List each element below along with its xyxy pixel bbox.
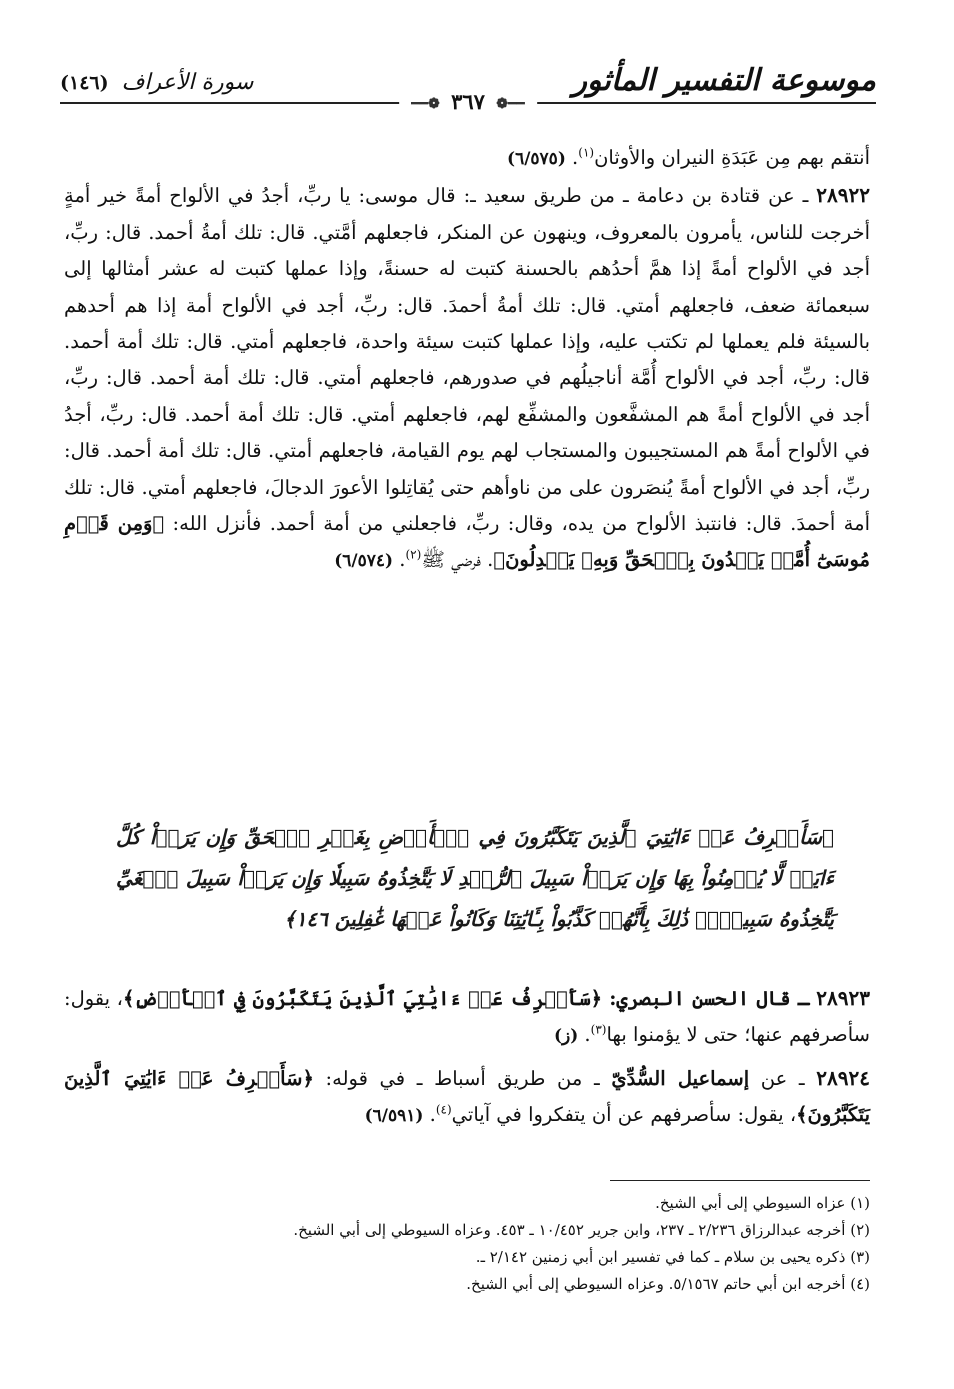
narrator: إسماعيل السُّدِّيّ xyxy=(611,1067,750,1090)
running-header xyxy=(60,62,876,124)
footnote-marker[interactable]: (١) xyxy=(578,145,595,160)
intro-text: أنتقم بهم مِن عَبَدَةِ النيران والأوثان xyxy=(594,146,870,169)
hadith-number: ٢٨٩٢٤ xyxy=(816,1066,870,1090)
hadith-chain: ـ من طريق أسباط ـ في قوله: xyxy=(313,1067,612,1090)
main-content xyxy=(64,140,870,580)
quran-quote: ﴿سَأَصۡرِفُ عَنۡ ءَايَٰتِيَ ٱلَّذِينَ يَتَكَبَّرُونَ فِي ٱلۡأَرۡضِ﴾ xyxy=(122,987,603,1010)
footnote-3: (٣) ذكره يحيى بن سلام ـ كما في تفسير ابن أبي زمنين ٢/١٤٢ ـ. xyxy=(475,1248,870,1266)
footnote-marker[interactable]: (٢) xyxy=(405,547,422,562)
ornament-icon: ━━❁ xyxy=(496,95,525,112)
source-reference: (٦/٥٧٥) xyxy=(507,149,566,169)
lower-content xyxy=(64,980,870,1140)
hadith-tail: . فرضي ﷺ xyxy=(421,548,494,572)
footnote-marker[interactable]: (٤) xyxy=(435,1102,452,1117)
footnote-4: (٤) أخرجه ابن أبي حاتم ٥/١٥٦٧. وعزاه السيوطي إلى أبي الشيخ. xyxy=(466,1275,870,1293)
surah-heading xyxy=(60,68,253,98)
separator: . xyxy=(423,1103,436,1126)
source-reference: (٦/٥٧٤) xyxy=(334,551,394,572)
hadith-number: ٢٨٩٢٢ xyxy=(816,183,870,208)
page-number: ٣٦٧ xyxy=(451,89,485,114)
ornament-icon: ❁━━ xyxy=(411,95,440,112)
footnote-divider xyxy=(610,1180,870,1181)
hadith-28922 xyxy=(64,177,870,579)
narrator: ـ قال الحسن البصري: xyxy=(602,987,817,1010)
surah-number: (١٤٦) xyxy=(60,72,109,94)
footnote-1: (١) عزاه السيوطي إلى أبي الشيخ. xyxy=(655,1194,870,1212)
surah-name: سورة الأعراف xyxy=(121,70,254,95)
footnote-2: (٢) أخرجه عبدالرزاق ٢/٢٣٦ ـ ٢٣٧، وابن جرير ١٠/٤٥٢ ـ ٤٥٣. وعزاه السيوطي إلى أبي الشيخ. xyxy=(293,1221,870,1239)
intro-paragraph xyxy=(64,140,870,177)
hadith-text: ، يقول: سأصرفهم عنها؛ حتى لا يؤمنوا بها xyxy=(64,987,870,1046)
separator: . xyxy=(393,548,406,572)
separator: . xyxy=(578,1023,591,1046)
footnote-marker[interactable]: (٣) xyxy=(590,1022,607,1037)
source-reference: (٦/٥٩١) xyxy=(364,1106,424,1126)
hadith-text: ، يقول: سأصرفهم عن أن يتفكروا في آياتي xyxy=(451,1103,797,1126)
hadith-28924 xyxy=(64,1060,870,1134)
hadith-number: ٢٨٩٢٣ xyxy=(816,986,870,1010)
quran-quote: ﴿وَمِن قَوۡمِ مُوسَىٰٓ أُمَّةٞ يَهۡدُونَ بِٱلۡحَقِّ وَبِهِۦ يَعۡدِلُونَ﴾ xyxy=(64,512,870,572)
quran-quote: ﴿سَأَصۡرِفُ عَنۡ ءَايَٰتِيَ ٱلَّذِينَ يَتَكَبَّرُونَ﴾ xyxy=(64,1067,870,1126)
footnotes xyxy=(64,1190,870,1298)
source-reference: (ز) xyxy=(553,1026,579,1046)
hadith-28923 xyxy=(64,980,870,1054)
book-title: موسوعة التفسير المأثور xyxy=(572,63,876,98)
page-number-container xyxy=(399,87,537,119)
hadith-lead: ـ عن xyxy=(749,1067,817,1090)
hadith-text: ـ عن قتادة بن دعامة ـ من طريق سعيد ـ: قال موسى: يا ربِّ، أجدُ في الألواح أمةً خير أمةٍ أخرجت للناس، يأمرون بالمعروف، وينهون عن المنكر، فاجعلهم أمَّتي. قال: تلك أمةُ أحمد. قال: ربِّ، أجد في الألواح أمةً إذا همَّ أحدُهم بالحسنة كتبت له حسنةً، وإذا عملها كتبت له عشر أمثالها إلى سبعمائة ضعف، فاجعلهم أمتي. قال: تلك أمةُ أحمدَ. قال: ربِّ، أجد في الألواح أمة إذا هم أحدهم بالسيئة فلم يعملها لم تكتب عليه، وإذا عملها كتبت سيئة واحدة، فاجعلهم أمتي. قال: تلك أمة أحمد. قال: ربِّ، أجد في الألواح أُمَّة أناجيلُهم في صدورهم، فاجعلهم أمتي. قال: تلك أمة أحمد. قال: ربِّ، أجد في الألواح أمةً هم المشفَّعون والمشفِّع لهم، فاجعلهم أمتي. قال: تلك أمة أحمد. قال: ربِّ، أجدُ في الألواح أمةً هم المستجيبون والمستجاب لهم يوم القيامة، فاجعلهم أمتي. قال: تلك أمة أحمد. قال: ربِّ، أجد في الألواح أمةً يُنصَرون على من ناوأهم حتى يُقاتِلوا الأعورَ الدجالَ، فاجعلهم أمتي. قال: تلك أمة أحمدَ. قال: فانتبذ الألواح من يده، وقال: ربِّ، فاجعلني من أمة أحمد. فأنزل الله: xyxy=(64,184,870,536)
quran-verse-block: ﴿سَأَصۡرِفُ عَنۡ ءَايَٰتِيَ ٱلَّذِينَ يَتَكَبَّرُونَ فِي ٱلۡأَرۡضِ بِغَيۡرِ ٱلۡحَقِّ وَإِن يَرَوۡاْ كُلَّ ءَايَةٖ لَّا يُؤۡمِنُواْ بِهَا وَإِن يَرَوۡاْ سَبِيلَ ٱلرُّشۡدِ لَا يَتَّخِذُوهُ سَبِيلٗا وَإِن يَرَوۡاْ سَبِيلَ ٱلۡغَيِّ يَتَّخِذُوهُ سَبِيلٗاۚ ذَٰلِكَ بِأَنَّهُمۡ كَذَّبُواْ بِـَٔايَٰتِنَا وَكَانُواْ عَنۡهَا غَٰفِلِينَ ١٤٦﴾ xyxy=(116,825,834,931)
separator: . xyxy=(565,146,579,169)
